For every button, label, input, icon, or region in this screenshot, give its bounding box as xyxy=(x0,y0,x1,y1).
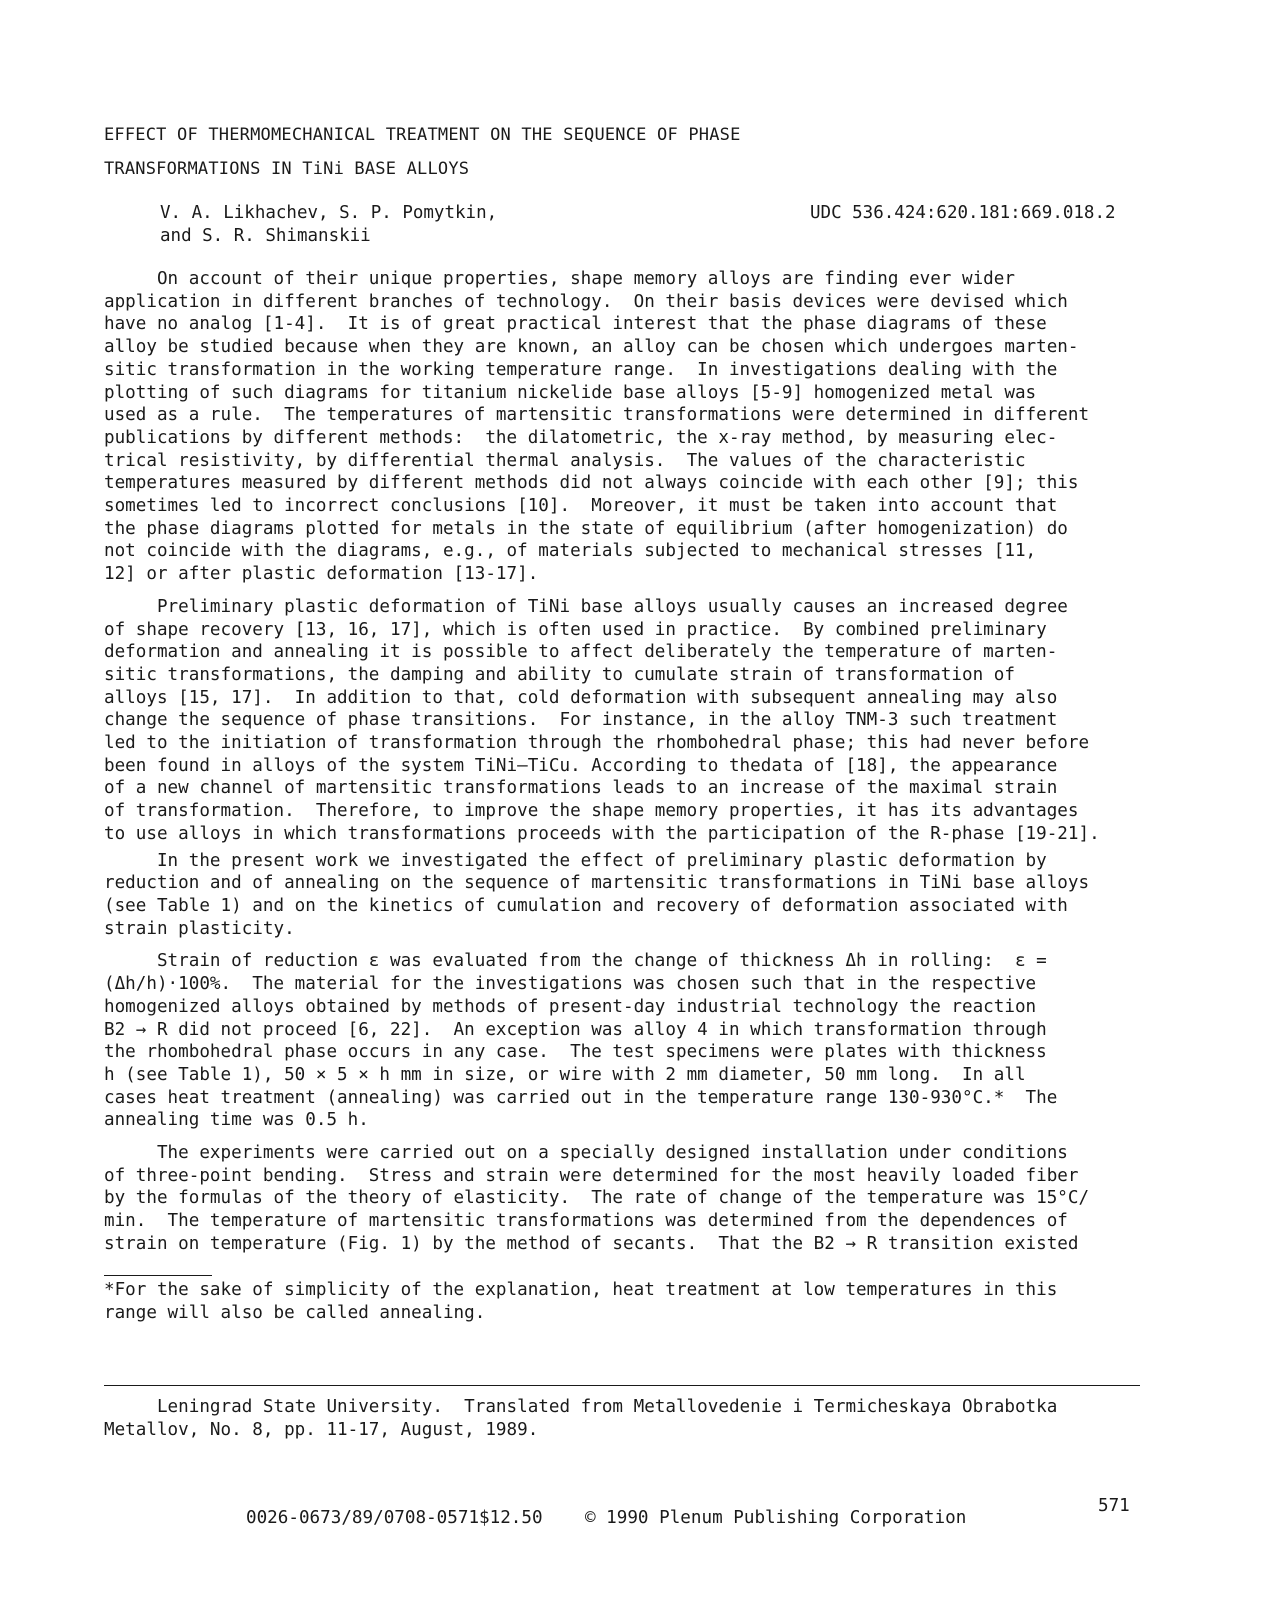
text-line: alloy be studied because when they are known, an alloy can be chosen which undergoes marten- xyxy=(104,337,1079,358)
paragraph-4 xyxy=(104,950,1149,1132)
paragraph-5 xyxy=(104,1142,1149,1256)
paragraph-3 xyxy=(104,850,1149,941)
text-line: temperatures measured by different methods did not always coincide with each other [9]; this xyxy=(104,473,1079,494)
paragraph-2 xyxy=(104,596,1149,846)
footnote-line-2: range will also be called annealing. xyxy=(104,1302,486,1323)
text-line: cases heat treatment (annealing) was carried out in the temperature range 130-930°C.* The xyxy=(104,1087,1058,1108)
affiliation-divider xyxy=(104,1385,1140,1386)
text-line: strain on temperature (Fig. 1) by the method of secants. That the B2 → R transition existed xyxy=(104,1233,1079,1254)
text-line: by the formulas of the theory of elasticity. The rate of change of the temperature was 15°C/ xyxy=(104,1188,1090,1209)
text-line: the phase diagrams plotted for metals in the state of equilibrium (after homogenization) do xyxy=(104,518,1068,539)
article-code: 0026-0673/89/0708-0571$12.50 xyxy=(246,1508,543,1528)
text-line: sitic transformation in the working temperature range. In investigations dealing with the xyxy=(104,359,1058,380)
text-line: trical resistivity, by differential thermal analysis. The values of the characteristic xyxy=(104,450,1026,471)
udc-code: UDC 536.424:620.181:669.018.2 xyxy=(810,203,1116,223)
publication-footer xyxy=(246,1507,966,1530)
text-line: (Δh/h)·100%. The material for the investigations was chosen such that in the respective xyxy=(104,974,1037,995)
text-line: Preliminary plastic deformation of TiNi base alloys usually causes an increased degree xyxy=(104,596,1068,617)
text-line: strain plasticity. xyxy=(104,918,295,939)
text-line: led to the initiation of transformation through the rhombohedral phase; this had never before xyxy=(104,733,1090,754)
text-line: to use alloys in which transformations proceeds with the participation of the R-phase [19-21]. xyxy=(104,823,1100,844)
paper-title xyxy=(104,118,1004,186)
authors-line-1: V. A. Likhachev, S. P. Pomytkin, xyxy=(160,203,498,223)
text-line: homogenized alloys obtained by methods of present-day industrial technology the reaction xyxy=(104,996,1037,1017)
page-number: 571 xyxy=(1098,1496,1130,1516)
affiliation-line-2: Metallov, No. 8, pp. 11-17, August, 1989. xyxy=(104,1420,539,1440)
footnote xyxy=(104,1279,1057,1324)
text-line: the rhombohedral phase occurs in any case. The test specimens were plates with thickness xyxy=(104,1042,1047,1063)
text-line: publications by different methods: the dilatometric, the x-ray method, by measuring elec- xyxy=(104,427,1058,448)
text-line: sometimes led to incorrect conclusions [10]. Moreover, it must be taken into account that xyxy=(104,496,1058,517)
text-line: On account of their unique properties, shape memory alloys are finding ever wider xyxy=(104,269,1015,289)
authors-line-2: and S. R. Shimanskii xyxy=(160,226,371,246)
text-line: have no analog [1-4]. It is of great practical interest that the phase diagrams of these xyxy=(104,314,1047,335)
paragraph-1 xyxy=(104,268,1149,586)
footnote-divider xyxy=(104,1275,212,1276)
affiliation-note xyxy=(104,1396,1057,1442)
text-line: The experiments were carried out on a specially designed installation under conditions xyxy=(104,1143,1068,1164)
text-line: been found in alloys of the system TiNi—TiCu. According to thedata of [18], the appearance xyxy=(104,755,1058,776)
text-line: (see Table 1) and on the kinetics of cumulation and recovery of deformation associated with xyxy=(104,895,1068,916)
text-line: B2 → R did not proceed [6, 22]. An exception was alloy 4 in which transformation through xyxy=(104,1019,1047,1040)
footnote-line-1: *For the sake of simplicity of the explanation, heat treatment at low temperatures in this xyxy=(104,1280,1058,1300)
title-line-2: TRANSFORMATIONS IN TiNi BASE ALLOYS xyxy=(104,159,470,179)
text-line: reduction and of annealing on the sequence of martensitic transformations in TiNi base alloys xyxy=(104,873,1090,894)
text-line: change the sequence of phase transitions. For instance, in the alloy TNM-3 such treatment xyxy=(104,710,1058,731)
author-list xyxy=(160,202,497,248)
text-line: of three-point bending. Stress and strain were determined for the most heavily loaded fiber xyxy=(104,1165,1079,1186)
text-line: h (see Table 1), 50 × 5 × h mm in size, or wire with 2 mm diameter, 50 mm long. In all xyxy=(104,1064,1026,1085)
text-line: sitic transformations, the damping and ability to cumulate strain of transformation of xyxy=(104,664,1015,685)
text-line: of transformation. Therefore, to improve the shape memory properties, it has its advantages xyxy=(104,801,1079,822)
text-line: of a new channel of martensitic transformations leads to an increase of the maximal strain xyxy=(104,778,1058,799)
text-line: application in different branches of technology. On their basis devices were devised which xyxy=(104,291,1068,312)
title-line-1: EFFECT OF THERMOMECHANICAL TREATMENT ON THE SEQUENCE OF PHASE xyxy=(104,125,741,145)
text-line: min. The temperature of martensitic transformations was determined from the dependences of xyxy=(104,1211,1068,1232)
text-line: Strain of reduction ε was evaluated from the change of thickness Δh in rolling: ε = xyxy=(104,951,1047,972)
text-line: In the present work we investigated the effect of preliminary plastic deformation by xyxy=(104,850,1047,871)
text-line: of shape recovery [13, 16, 17], which is often used in practice. By combined preliminary xyxy=(104,619,1047,640)
text-line: plotting of such diagrams for titanium nickelide base alloys [5-9] homogenized metal was xyxy=(104,382,1037,403)
text-line: not coincide with the diagrams, e.g., of materials subjected to mechanical stresses [11, xyxy=(104,541,1037,562)
text-line: deformation and annealing it is possible to affect deliberately the temperature of marten- xyxy=(104,642,1058,663)
text-line: 12] or after plastic deformation [13-17]. xyxy=(104,564,539,585)
body-text xyxy=(104,268,1149,1256)
text-line: annealing time was 0.5 h. xyxy=(104,1110,369,1131)
text-line: alloys [15, 17]. In addition to that, cold deformation with subsequent annealing may also xyxy=(104,687,1058,708)
copyright-notice: © 1990 Plenum Publishing Corporation xyxy=(584,1508,967,1528)
affiliation-line-1: Leningrad State University. Translated from Metallovedenie i Termicheskaya Obrabotka xyxy=(104,1397,1058,1417)
text-line: used as a rule. The temperatures of martensitic transformations were determined in different xyxy=(104,405,1090,426)
